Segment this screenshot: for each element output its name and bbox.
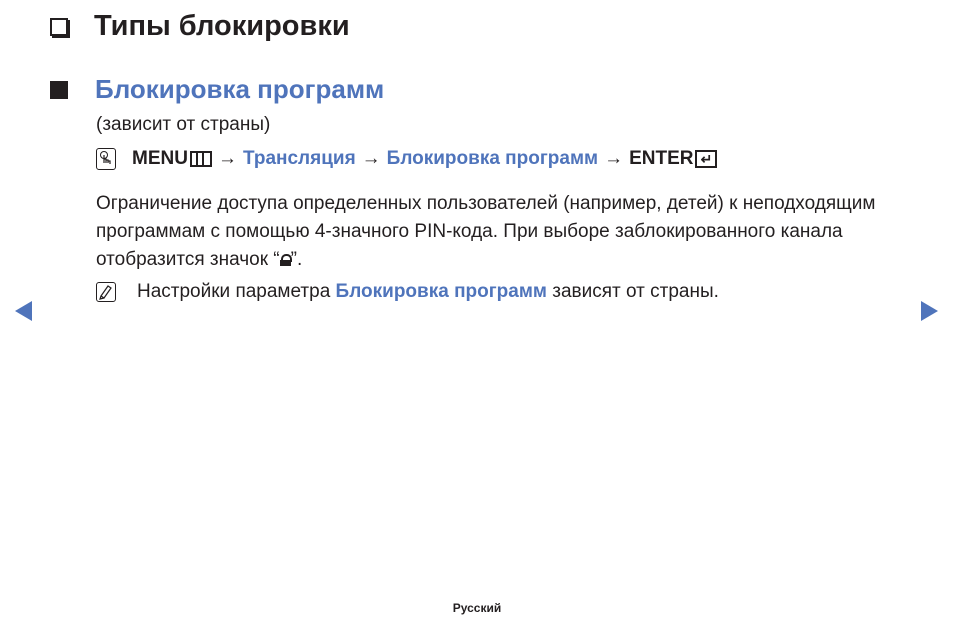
filled-square-bullet-icon bbox=[50, 81, 68, 99]
path-arrow: → bbox=[361, 148, 381, 169]
note bbox=[96, 281, 719, 303]
note-text-before: Настройки параметра bbox=[137, 281, 336, 302]
next-page-button[interactable] bbox=[921, 301, 938, 321]
note-text-after: зависят от страны. bbox=[546, 281, 719, 302]
subsection-title: Блокировка программ bbox=[95, 74, 385, 104]
path-step-program-lock: Блокировка программ bbox=[386, 148, 599, 169]
note-icon bbox=[96, 282, 116, 302]
path-arrow: → bbox=[604, 148, 624, 169]
previous-page-button[interactable] bbox=[15, 301, 32, 321]
menu-label: MENU bbox=[132, 148, 188, 169]
menu-button-icon bbox=[190, 151, 212, 167]
menu-path bbox=[96, 148, 717, 170]
checkbox-outline-icon bbox=[50, 18, 68, 36]
section-title: Типы блокировки bbox=[94, 10, 350, 42]
enter-key-icon: ↵ bbox=[695, 150, 717, 168]
description-text: Ограничение доступа определенных пользователей (например, детей) к неподходящим программам с помощью 4-значного PIN-кода. При выборе заблокированного канала отобразится значок “ bbox=[96, 193, 876, 270]
description-text-end: ”. bbox=[290, 249, 303, 270]
footer-language: Русский bbox=[452, 601, 502, 615]
path-arrow: → bbox=[217, 148, 237, 169]
availability-note: (зависит от страны) bbox=[96, 114, 271, 135]
lock-icon bbox=[280, 254, 291, 266]
enter-label: ENTER bbox=[629, 148, 694, 169]
touch-remote-icon bbox=[96, 148, 116, 170]
description-paragraph bbox=[96, 190, 886, 274]
note-highlight: Блокировка программ bbox=[335, 281, 547, 302]
path-step-broadcast: Трансляция bbox=[242, 148, 356, 169]
